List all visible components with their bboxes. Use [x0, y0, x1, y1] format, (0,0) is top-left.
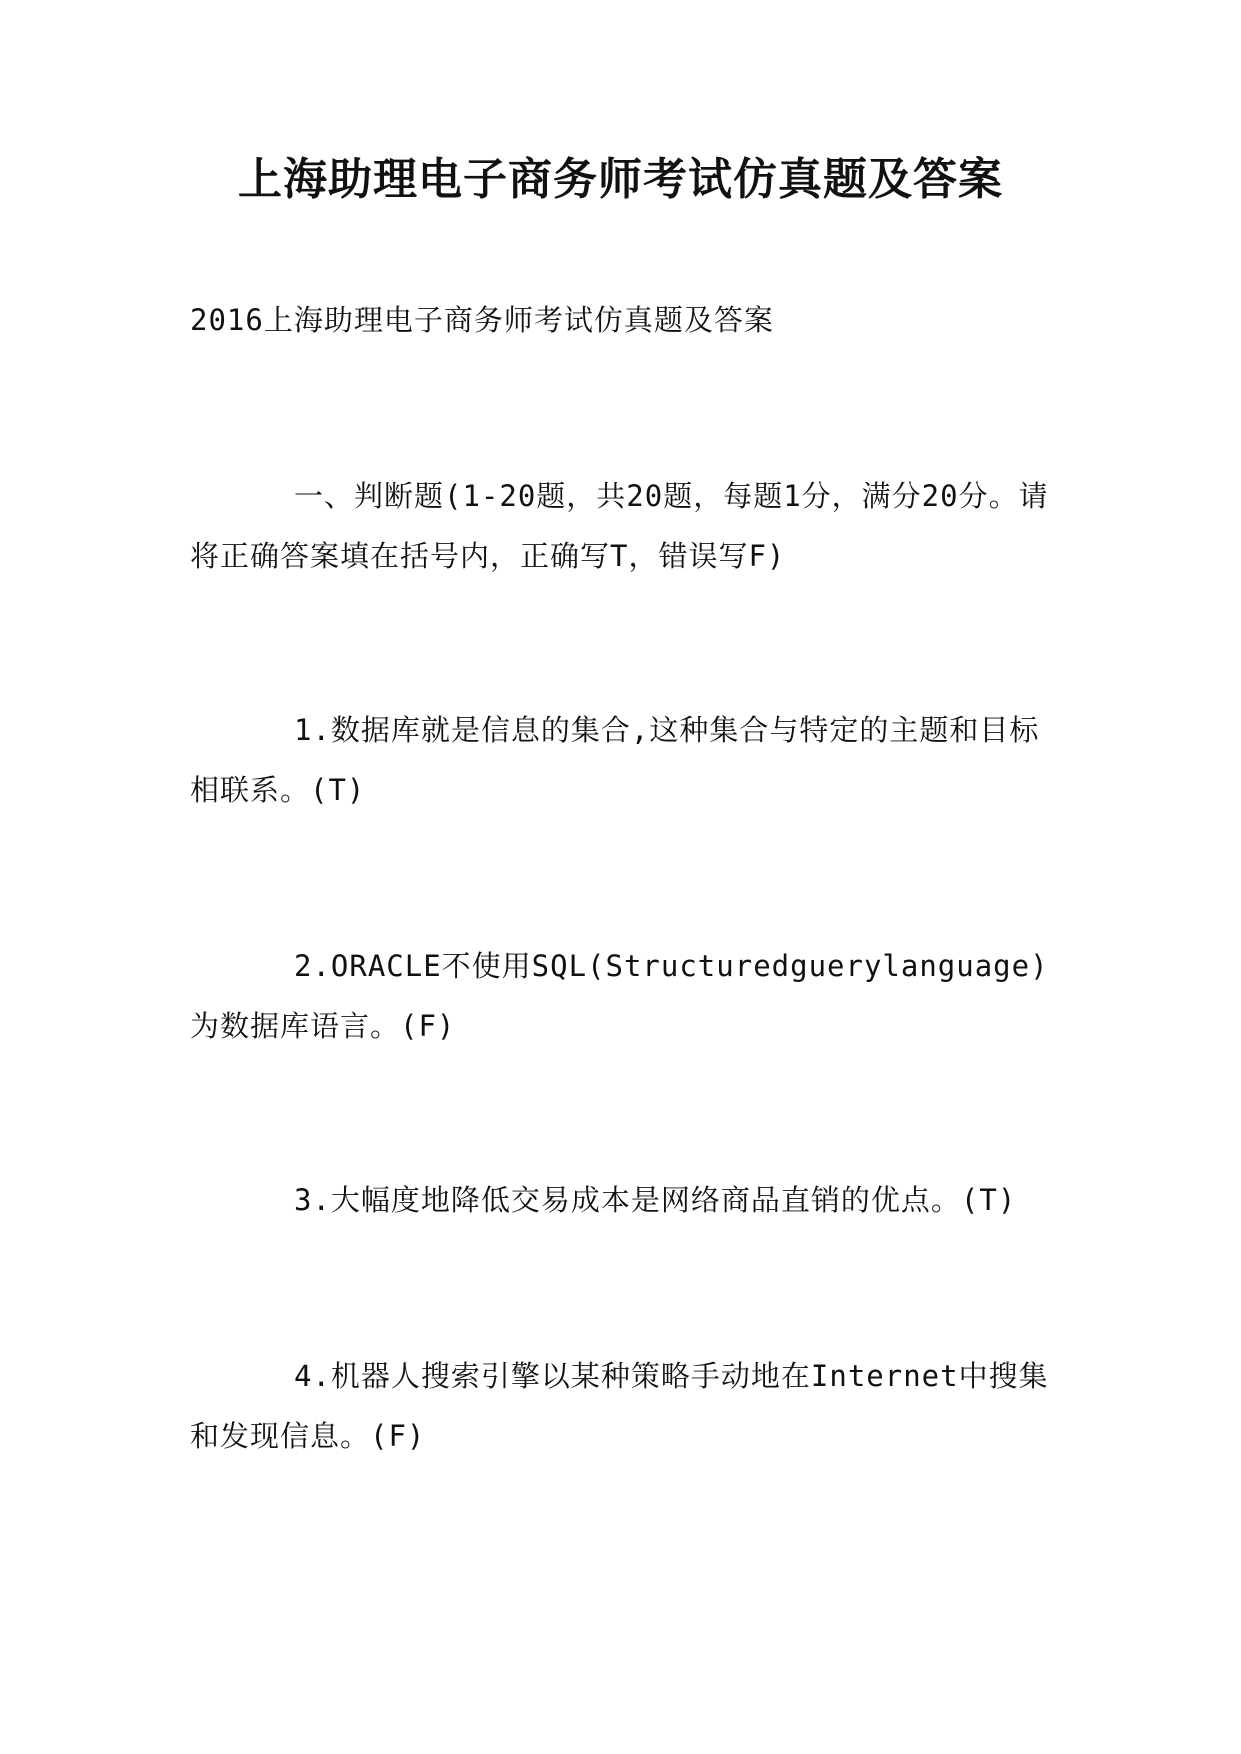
- document-subtitle: 2016上海助理电子商务师考试仿真题及答案: [190, 303, 774, 337]
- question-item: 3.大幅度地降低交易成本是网络商品直销的优点。(T): [294, 1183, 1017, 1217]
- question-item: 1.数据库就是信息的集合,这种集合与特定的主题和目标相联系。(T): [190, 713, 1040, 807]
- question-item: 2.ORACLE不使用SQL(Structuredguerylanguage)为数据库语言。(F): [190, 949, 1049, 1043]
- document-title: 上海助理电子商务师考试仿真题及答案: [238, 154, 1003, 205]
- section-heading: 一、判断题(1-20题，共20题，每题1分，满分20分。请将正确答案填在括号内，正确写T，错误写F): [190, 479, 1049, 573]
- question-item: 4.机器人搜索引擎以某种策略手动地在Internet中搜集和发现信息。(F): [190, 1359, 1049, 1453]
